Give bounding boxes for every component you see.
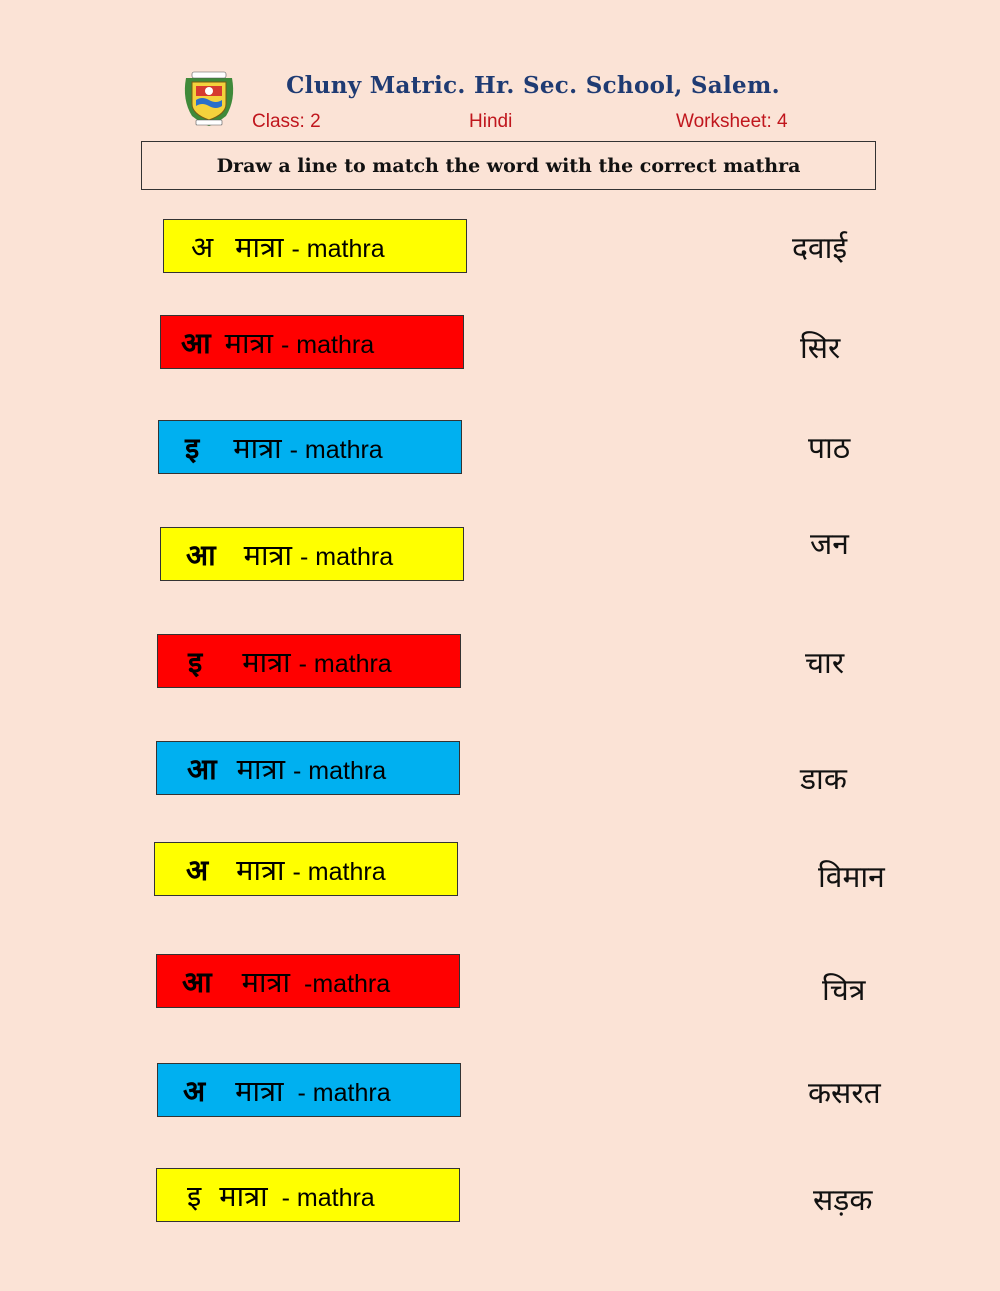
mathra-suffix: - mathra [281,1183,375,1212]
mathra-letter: इ [185,430,200,465]
class-label: Class: 2 [252,111,321,132]
mathra-letter: अ [183,1073,206,1108]
match-word[interactable]: कसरत [808,1076,881,1111]
match-word[interactable]: दवाई [792,231,848,266]
school-name: Cluny Matric. Hr. Sec. School, Salem. [286,72,780,99]
mathra-letter: इ [188,644,203,679]
mathra-letter: आ [182,964,212,999]
mathra-suffix: - mathra [293,756,387,785]
mathra-box[interactable] [156,741,460,795]
mathra-word: मात्रा [235,229,284,264]
match-word[interactable]: जन [810,527,849,562]
mathra-word: मात्रा [241,964,291,999]
mathra-word: मात्रा [233,430,282,465]
mathra-letter: आ [187,751,217,786]
mathra-box[interactable] [156,954,460,1008]
mathra-box[interactable] [163,219,467,273]
mathra-suffix: - mathra [291,234,385,263]
match-word[interactable]: पाठ [808,431,851,466]
mathra-box[interactable] [158,420,462,474]
mathra-letter: आ [186,537,216,572]
mathra-suffix: - mathra [298,649,392,678]
instruction-box [141,141,876,190]
mathra-word: मात्रा [236,852,285,887]
mathra-letter: इ [187,1178,202,1213]
mathra-box[interactable] [154,842,458,896]
mathra-word: मात्रा [242,644,291,679]
mathra-box[interactable] [160,527,464,581]
mathra-letter: आ [181,325,211,360]
mathra-box[interactable] [156,1168,460,1222]
mathra-word: मात्रा [243,537,293,572]
match-word[interactable]: सड़क [813,1183,873,1218]
mathra-suffix: - mathra [300,542,394,571]
worksheet-label: Worksheet: 4 [676,111,788,132]
mathra-suffix: - mathra [292,857,386,886]
mathra-suffix: -mathra [304,969,391,998]
mathra-word: मात्रा [235,1073,284,1108]
mathra-suffix: - mathra [281,330,375,359]
mathra-word: मात्रा [224,325,274,360]
mathra-box[interactable] [157,1063,461,1117]
mathra-box[interactable] [160,315,464,369]
mathra-suffix: - mathra [297,1078,391,1107]
subject-label: Hindi [469,111,513,132]
mathra-word: मात्रा [236,751,286,786]
mathra-suffix: - mathra [289,435,383,464]
mathra-word: मात्रा [219,1178,268,1213]
mathra-letter: अ [191,229,214,264]
match-word[interactable]: चित्र [822,973,866,1008]
match-word[interactable]: विमान [818,860,885,895]
match-word[interactable]: सिर [800,331,841,366]
match-word[interactable]: चार [805,646,845,681]
match-word[interactable]: डाक [800,762,847,797]
mathra-box[interactable] [157,634,461,688]
instruction-text: Draw a line to match the word with the correct mathra [216,154,801,177]
mathra-letter: अ [186,852,209,887]
